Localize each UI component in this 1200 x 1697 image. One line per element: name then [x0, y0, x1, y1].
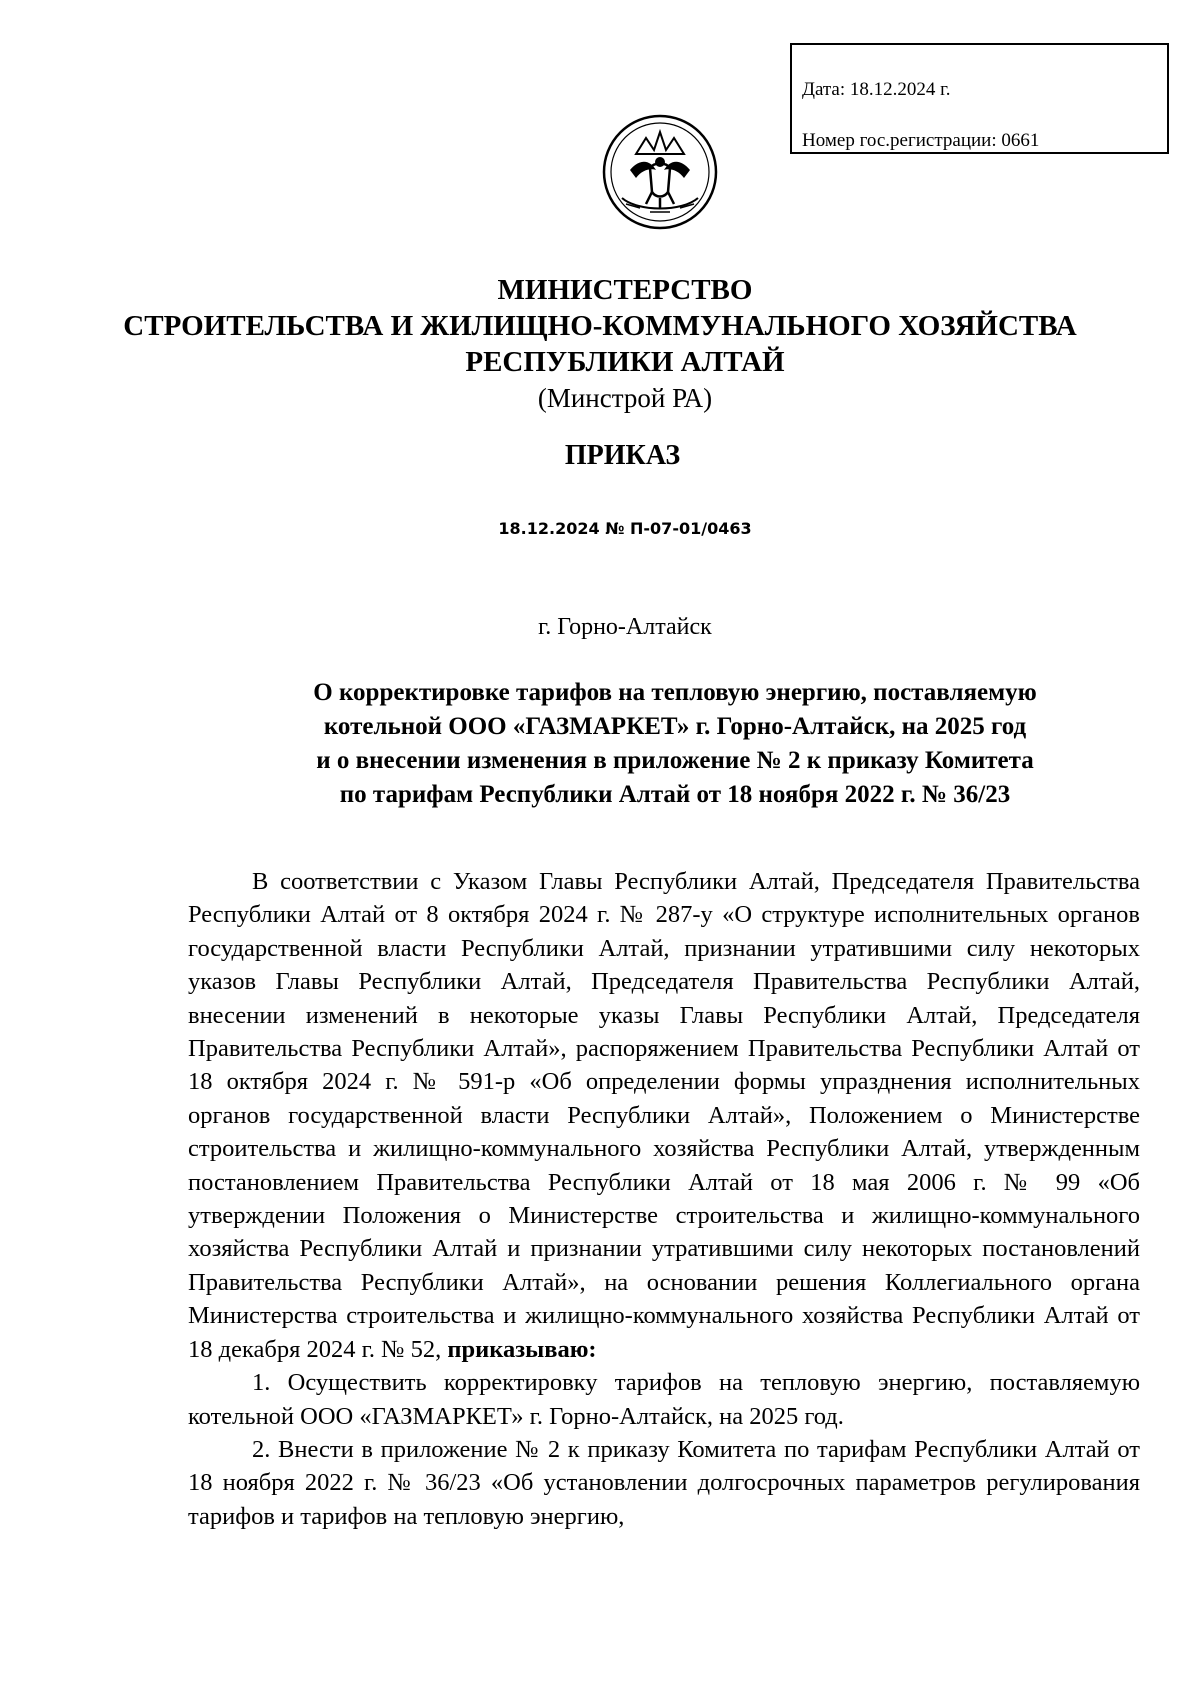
subject-line1: О корректировке тарифов на тепловую энергию, поставляемую [313, 679, 1037, 706]
order-subject [240, 676, 1110, 812]
subject-line2: котельной ООО «ГАЗМАРКЕТ» г. Горно-Алтайск, на 2025 год [323, 713, 1027, 740]
preamble-paragraph [188, 865, 1140, 1366]
item-2-paragraph: 2. Внести в приложение № 2 к приказу Комитета по тарифам Республики Алтай от 18 ноября 2022 г. № 36/23 «Об установлении долгосрочных параметров регулирования тарифов и тарифов на тепловую энергию, [188, 1435, 1140, 1530]
registration-number-value: 0661 [1001, 130, 1040, 151]
order-city: г. Горно-Алтайск [538, 614, 712, 640]
order-body [188, 865, 1140, 1533]
registration-date-label: Дата: [802, 79, 846, 100]
ministry-title-line3: РЕСПУБЛИКИ АЛТАЙ [465, 346, 785, 378]
ministry-header [0, 272, 1200, 416]
ministry-abbreviation: (Минстрой РА) [537, 383, 713, 413]
item-1-paragraph: 1. Осуществить корректировку тарифов на тепловую энергию, поставляемую котельной ООО «ГАЗМАРКЕТ» г. Горно-Алтайск, на 2025 год. [188, 1369, 1140, 1430]
registration-date-row [802, 64, 1167, 115]
altai-republic-coat-of-arms-icon [600, 112, 720, 232]
registration-date-value: 18.12.2024 г. [849, 79, 951, 100]
subject-line3: и о внесении изменения в приложение № 2 к приказу Комитета [316, 747, 1034, 774]
registration-number-row [802, 115, 1167, 166]
order-date-number: 18.12.2024 № П-07-01/0463 [498, 519, 752, 538]
registration-number-label: Номер гос.регистрации: [802, 130, 997, 151]
ministry-title-line2: СТРОИТЕЛЬСТВА И ЖИЛИЩНО-КОММУНАЛЬНОГО ХОЗЯЙСТВА [123, 310, 1077, 342]
registration-stamp [790, 43, 1169, 154]
ministry-title-line1: МИНИСТЕРСТВО [497, 274, 753, 306]
order-title: ПРИКАЗ [564, 440, 681, 471]
command-word: приказываю: [447, 1335, 597, 1363]
subject-line4: по тарифам Республики Алтай от 18 ноября 2022 г. № 36/23 [339, 781, 1011, 808]
preamble-text: В соответствии с Указом Главы Республики Алтай, Председателя Правительства Республики Алтай от 8 октября 2024 г. № 287-у «О структуре исполнительных органов государственной власти Республики Алтай, признании утратившими силу некоторых указов Главы Республики Алтай, Председателя Правительства Республики Алтай, внесении изменений в некоторые указы Главы Республики Алтай, Председателя Правительства Республики Алтай», распоряжением Правительства Республики Алтай от 18 октября 2024 г. № 591-р «Об определении формы упразднения исполнительных органов государственной власти Республики Алтай», Положением о Министерстве строительства и жилищно-коммунального хозяйства Республики Алтай, утвержденным постановлением Правительства Республики Алтай от 18 мая 2006 г. № 99 «Об утверждении Положения о Министерстве строительства и жилищно-коммунального хозяйства Республики Алтай и признании утратившими силу некоторых постановлений Правительства Республики Алтай», на основании решения Коллегиального органа Министерства строительства и жилищно-коммунального хозяйства Республики Алтай от 18 декабря 2024 г. № 52, [188, 868, 1140, 1363]
